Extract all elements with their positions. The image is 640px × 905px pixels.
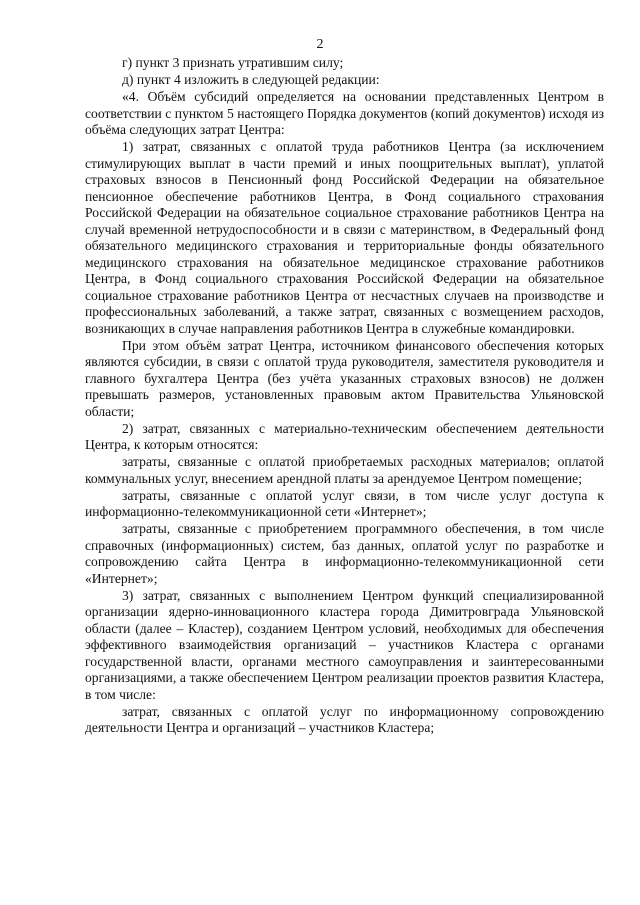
- paragraph: 2) затрат, связанных с материально-техническим обеспечением деятельности Центра, к которым относятся:: [85, 420, 604, 452]
- paragraph: д) пункт 4 изложить в следующей редакции:: [122, 72, 380, 87]
- document-body: [85, 55, 604, 737]
- paragraph: «4. Объём субсидий определяется на основании представленных Центром в соответствии с пунктом 5 настоящего Порядка документов (копий документов) исходя из объёма следующих затрат Центра:: [85, 89, 604, 137]
- paragraph: затраты, связанные с оплатой услуг связи, в том числе услуг доступа к информационно-телекоммуникационной сети «Интернет»;: [85, 487, 604, 519]
- paragraph: затрат, связанных с оплатой услуг по информационному сопровождению деятельности Центра и организаций – участников Кластера;: [85, 703, 604, 735]
- paragraph: При этом объём затрат Центра, источником финансового обеспечения которых являются субсидии, в связи с оплатой труда руководителя, заместителя руководителя и главного бухгалтера Центра (без учёта указанных страховых взносов) не должен превышать размеров, установленных правовым актом Правительства Ульяновской области;: [85, 337, 604, 419]
- paragraph: затраты, связанные с приобретением программного обеспечения, в том числе справочных (информационных) систем, баз данных, оплатой услуг по разработке и сопровождению сайта Центра в информационно-телекоммуникационной сети «Интернет»;: [85, 521, 604, 586]
- paragraph: затраты, связанные с оплатой приобретаемых расходных материалов; оплатой коммунальных услуг, внесением арендной платы за арендуемое Центром помещение;: [85, 454, 604, 486]
- paragraph: 3) затрат, связанных с выполнением Центром функций специализированной организации ядерно-инновационного кластера города Димитровграда Ульяновской области (далее – Кластер), созданием Центром условий, необходимых для обеспечения эффективного взаимодействия организаций – участников Кластера с органами государственной власти, органами местного самоуправления и заинтересованными организациями, а также обеспечением Центром реализации проектов развития Кластера, в том числе:: [85, 587, 604, 702]
- page-number: 2: [316, 37, 324, 52]
- paragraph: 1) затрат, связанных с оплатой труда работников Центра (за исключением стимулирующих выплат в части премий и иных поощрительных выплат), уплатой страховых взносов в Пенсионный фонд Российской Федерации на обязательное пенсионное обеспечение работников Центра, в Фонд социального страхования Российской Федерации на обязательное социальное страхование работников Центра на случай временной нетрудоспособности и в связи с материнством, в Федеральный фонд обязательного медицинского страхования и территориальные фонды обязательного медицинского страхования на обязательное медицинское страхование работников Центра, в Фонд социального страхования Российской Федерации на обязательное социальное страхование работников Центра от несчастных случаев на производстве и профессиональных заболеваний, а также затрат, связанных с возмещением расходов, возникающих в случае направления работников Центра в служебные командировки.: [85, 139, 604, 336]
- paragraph: г) пункт 3 признать утратившим силу;: [122, 55, 344, 70]
